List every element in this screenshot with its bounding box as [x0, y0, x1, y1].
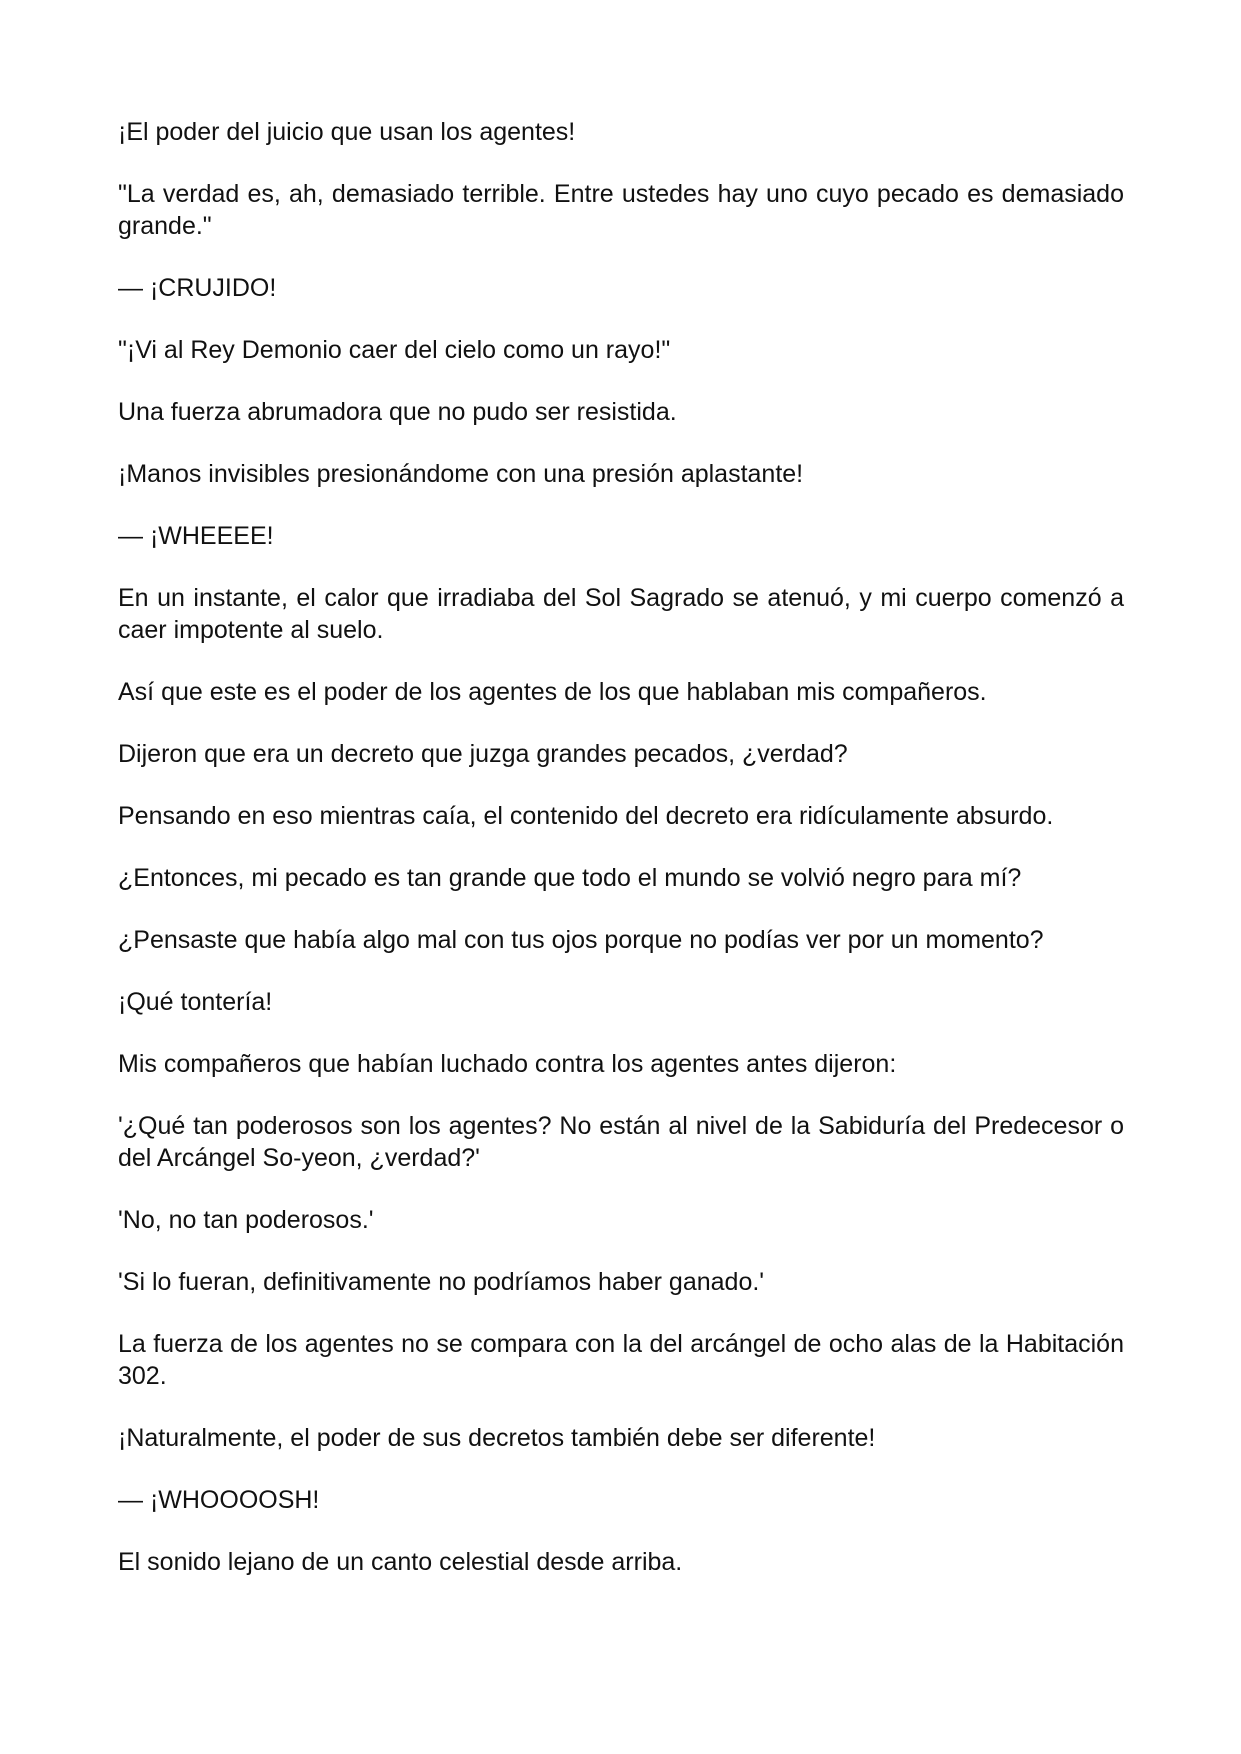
paragraph: — ¡WHOOOOSH!	[118, 1486, 320, 1514]
paragraph: — ¡WHEEEE!	[118, 522, 274, 550]
paragraph: 'No, no tan poderosos.'	[118, 1206, 374, 1234]
paragraph: Dijeron que era un decreto que juzga grandes pecados, ¿verdad?	[118, 740, 848, 768]
paragraph: Mis compañeros que habían luchado contra los agentes antes dijeron:	[118, 1050, 897, 1078]
paragraph: "La verdad es, ah, demasiado terrible. Entre ustedes hay uno cuyo pecado es demasiado grande."	[118, 180, 1124, 240]
paragraph: ¡Qué tontería!	[118, 988, 273, 1016]
paragraph: ¿Entonces, mi pecado es tan grande que todo el mundo se volvió negro para mí?	[118, 864, 1022, 892]
paragraph: Así que este es el poder de los agentes de los que hablaban mis compañeros.	[118, 678, 987, 706]
paragraph: Una fuerza abrumadora que no pudo ser resistida.	[118, 398, 677, 426]
paragraph: ¿Pensaste que había algo mal con tus ojos porque no podías ver por un momento?	[118, 926, 1044, 954]
paragraph: Pensando en eso mientras caía, el contenido del decreto era ridículamente absurdo.	[118, 802, 1054, 830]
paragraph: ¡Naturalmente, el poder de sus decretos también debe ser diferente!	[118, 1424, 876, 1452]
paragraph: En un instante, el calor que irradiaba del Sol Sagrado se atenuó, y mi cuerpo comenzó a caer impotente al suelo.	[118, 584, 1124, 644]
paragraph: ¡Manos invisibles presionándome con una presión aplastante!	[118, 460, 804, 488]
paragraph: ¡El poder del juicio que usan los agentes!	[118, 118, 576, 146]
paragraph: — ¡CRUJIDO!	[118, 274, 277, 302]
paragraph: El sonido lejano de un canto celestial desde arriba.	[118, 1548, 683, 1576]
paragraph: La fuerza de los agentes no se compara con la del arcángel de ocho alas de la Habitación 302.	[118, 1330, 1124, 1390]
paragraph: '¿Qué tan poderosos son los agentes? No están al nivel de la Sabiduría del Predecesor o del Arcángel So-yeon, ¿verdad?'	[118, 1112, 1124, 1172]
paragraph: 'Si lo fueran, definitivamente no podríamos haber ganado.'	[118, 1268, 765, 1296]
paragraph: "¡Vi al Rey Demonio caer del cielo como un rayo!"	[118, 336, 671, 364]
document-body	[118, 116, 1124, 1608]
